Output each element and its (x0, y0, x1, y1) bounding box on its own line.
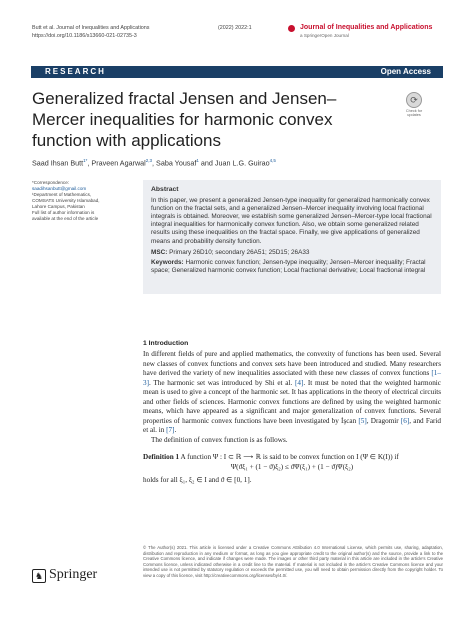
affiliation: ¹Department of Mathematics, COMSATS University Islamabad, Lahore Campus, Pakistan (32, 192, 100, 209)
springer-logo[interactable] (32, 567, 97, 583)
open-access-label: Open Access (380, 67, 431, 76)
author-name[interactable]: Saba Yousaf (156, 158, 197, 168)
equation: Ψ(ϑξ₁ + (1 − ϑ)ξ₂) ≤ ϑΨ(ξ₁) + (1 − ϑ)Ψ(ξ₂) (230, 462, 354, 471)
paragraph: In different fields of pure and applied mathematics, the convexity of functions has been used. Several new classes of convex functions and convex sets have been introduced and studied. Many researchers have derived the variety of new inequalities associated with these new classes of convex functions [1–3]. The harmonic set was introduced by Shi et al. [4]. It must be noted that the weighted harmonic mean is used to give a concept of the harmonic set. It has applications in the theory of electrical circuits and other fields of sciences. Harmonic convex functions are defined by using the weighted harmonic means, which have appeared as a significant and major generalization of convex functions. Several properties of harmonic convex functions have been investigated by İşcan [5], Dragomir [6], and Farid et al. in [7]. (143, 350, 441, 434)
reference-link[interactable]: [1–3] (143, 369, 441, 387)
springer-horse-icon: ♞ (32, 569, 46, 583)
abstract-heading: Abstract (151, 186, 179, 193)
correspondence-label: *Correspondence: (32, 180, 70, 185)
abstract-box (143, 180, 441, 294)
author-name[interactable]: Juan L.G. Guirao (214, 158, 270, 168)
page-header (32, 24, 442, 46)
doi-link[interactable]: https://doi.org/10.1186/s13660-021-02735-3 (32, 33, 137, 39)
article-title: Generalized fractal Jensen and Jensen–Mercer inequalities for harmonic convex function with applications (32, 89, 337, 150)
refresh-icon: ⟳ (406, 92, 422, 108)
year-page: (2022) 2022:1 (218, 25, 252, 31)
section-heading: 1 Introduction (143, 340, 189, 347)
license-text: © The Author(s) 2021. This article is licensed under a Creative Commons Attribution 4.0 International License, which permits use, sharing, adaptation, distribution and reproduction in any medium or format, as long as you give appropriate credit to the original author(s) and the source, provide a link to the Creative Commons licence, and indicate if changes were made. The images or other third party material in this article are included in the article's Creative Commons licence, unless indicated otherwise in a credit line to the material. If material is not included in the article's Creative Commons licence and your intended use is not permitted by statutory regulation or exceeds the permitted use, you will need to obtain permission directly from the copyright holder. To view a copy of this licence, visit http://creativecommons.org/licenses/by/4.0/. (143, 545, 443, 578)
check-for-updates-label: Check for updates (405, 109, 423, 117)
author-name[interactable]: Praveen Agarwal (91, 158, 146, 168)
article-type-banner (31, 66, 443, 78)
journal-subtitle: a SpringerOpen Journal (300, 33, 349, 38)
journal-logo[interactable] (292, 24, 442, 40)
citation: Butt et al. Journal of Inequalities and Applications (32, 25, 150, 31)
definition: Definition 1 A function Ψ : I ⊂ ℝ ⟶ ℝ is said to be convex function on I (Ψ ∈ K(I)) if (143, 453, 399, 461)
journal-logo-icon (288, 25, 295, 32)
publisher-name: Springer (49, 567, 98, 582)
correspondence-email[interactable]: saadihsanbutt@gmail.com (32, 186, 87, 191)
journal-name: Journal of Inequalities and Applications (300, 24, 433, 31)
more-author-info: Full list of author information is available at the end of the article (32, 210, 99, 221)
paragraph: holds for all ξ₁, ξ₂ ∈ I and ϑ ∈ [0, 1]. (143, 476, 252, 484)
author-list: Saad Ihsan Butt$^{1*}$, Praveen Agarwal$^{2,3}$, Saba Yousaf$^1$ and Juan L.G. Guirao$^{4,5}$ (32, 158, 276, 168)
reference-link[interactable]: [4] (294, 378, 304, 387)
paragraph: The definition of convex function is as follows. (151, 435, 288, 444)
author-name[interactable]: Saad Ihsan Butt (32, 158, 84, 168)
msc-line: MSC: Primary 26D10; secondary 26A51; 25D15; 26A33 (151, 248, 310, 256)
article-type: RESEARCH (45, 67, 106, 76)
check-for-updates-badge[interactable] (403, 92, 425, 118)
reference-link[interactable]: [5] (358, 416, 367, 425)
article-body (143, 350, 441, 486)
reference-link[interactable]: [6] (400, 416, 410, 425)
reference-link[interactable]: [7] (166, 426, 175, 434)
keywords-line: Keywords: Harmonic convex function; Jensen-type inequality; Jensen–Mercer inequality; Fractal space; Generalized harmonic convex function; Local fractional derivative; Local fractional integral (151, 258, 426, 274)
abstract-text: In this paper, we present a generalized Jensen-type inequality for generalized harmonically convex function on the fractal sets, and a generalized Jensen–Mercer inequality involving local fractional integrals is obtained. Moreover, we establish some generalized Jensen–Mercer-type local fractional integral inequalities for harmonically convex function. Also, we obtain some generalized related results using these inequalities on the fractal space. Finally, we give applications of generalized means and probability density function. (151, 197, 432, 245)
author-info-sidebar (32, 180, 112, 222)
page-footer (32, 545, 442, 605)
